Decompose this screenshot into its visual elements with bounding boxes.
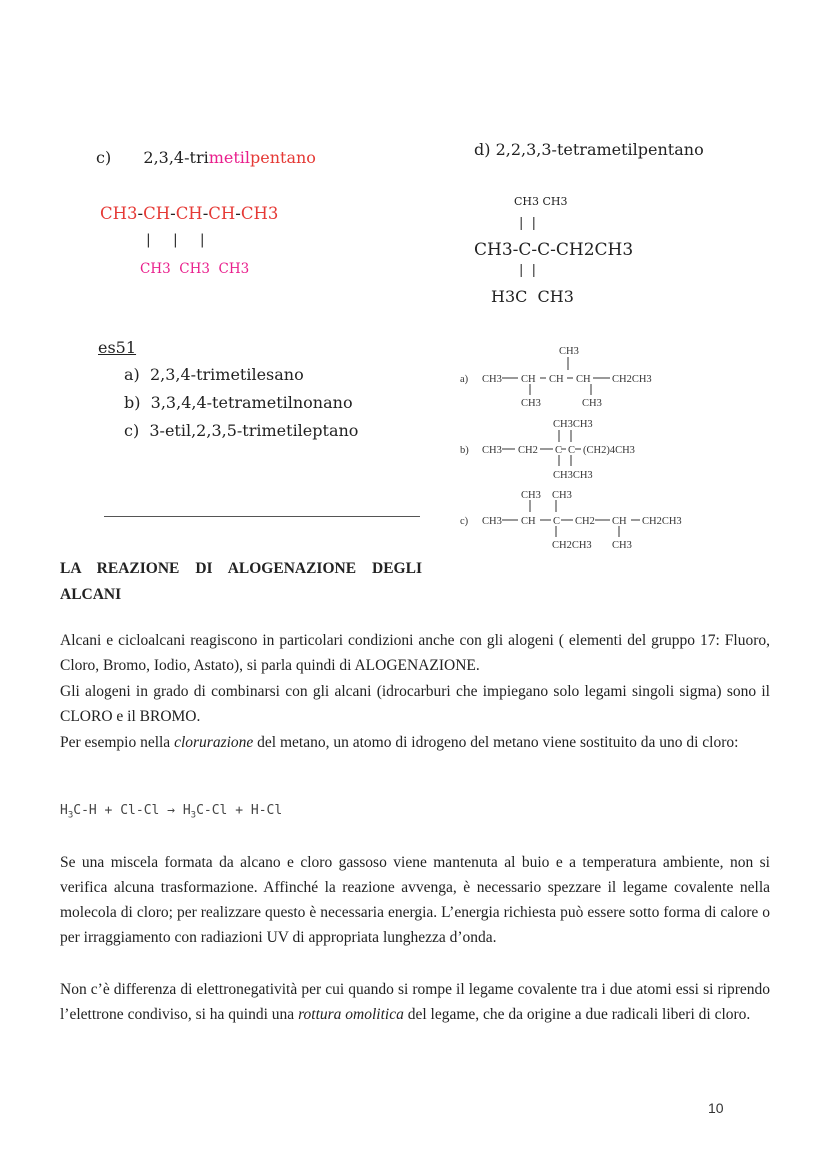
formula-sep-1: - [137,204,144,223]
section-d-main-chain: CH3-C-C-CH2CH3 [474,240,634,260]
struct-c-bottom-1: CH3 [612,540,632,551]
struct-b-label: b) [460,445,469,456]
struct-c-chain-4: CH [612,516,627,527]
es51-title: es51 [98,338,137,357]
paragraph-5-start: Non c’è differenza di elettronegatività per cui quando si rompe il legame covalente tra i due atomi essi si riprendo l’elettrone condiviso, si ha quindi una [60,981,770,1023]
struct-a-bottom-1: CH3 [582,398,602,409]
es51-item-b-text: 3,3,4,4-tetrametilnonano [150,393,353,412]
equation-h-1: H [60,803,68,818]
section-d-bottom-subs: H3C CH3 [491,287,574,306]
struct-c-chain-1: CH [521,516,536,527]
formula-sep-3: - [202,204,209,223]
section-c-heading [96,148,316,167]
paragraph-5 [60,977,770,1027]
page-number: 10 [708,1100,724,1116]
equation-sub-1: 3 [67,810,74,821]
formula-ch3-left: CH3 [100,204,138,223]
reaction-equation [60,803,282,821]
struct-c-bottom-0: CH2CH3 [552,540,592,551]
section-heading-line-1: LA REAZIONE DI ALOGENAZIONE DEGLI [60,560,422,577]
formula-ch-2: CH [175,204,203,223]
formula-ch-3: CH [208,204,236,223]
paragraph-3-emphasis: clorurazione [174,734,254,751]
paragraph-3-start: Per esempio nella [60,734,175,751]
struct-c-chain-0: CH3 [482,516,502,527]
struct-a-chain-1: CH [521,374,536,385]
equation-sub-2: 3 [190,810,197,821]
formula-ch-1: CH [143,204,171,223]
paragraph-5-emphasis: rottura omolitica [298,1006,404,1023]
struct-b-chain-0: CH3 [482,445,502,456]
section-c-substituents: CH3 CH3 CH3 [140,261,250,277]
structural-formulas [460,340,720,560]
formula-sep-4: - [235,204,241,223]
es51-item-a-text: 2,3,4-trimetilesano [149,365,304,384]
struct-a-bottom-0: CH3 [521,398,541,409]
struct-a-chain-4: CH2CH3 [612,374,652,385]
es51-item-b [124,393,353,412]
paragraph-4: Se una miscela formata da alcano e cloro gassoso viene mantenuta al buio e a temperatura ambiente, non si verifica alcuna trasformazione. Affinché la reazione avvenga, è necessario spezzare il legame covalente nella molecola di cloro; per realizzare questo è necessaria energia. L’energia richiesta può essere sotto forma di calore o per irraggiamento con radiazioni UV di appropriata lunghezza d’onda. [60,854,770,946]
section-d-label: d) [474,140,491,159]
struct-a-label: a) [460,374,469,385]
section-c-bond-bars: | | | [146,232,205,248]
paragraph-3-end: del metano, un atomo di idrogeno del metano viene sostituito da uno di cloro: [253,734,739,751]
section-d-top-subs: CH3 CH3 [514,195,568,208]
struct-b-chain-4: (CH2)4CH3 [583,445,635,456]
equation-part-1: C-H + Cl-Cl → H [73,803,191,818]
paragraph-5-end: del legame, che da origine a due radicali liberi di cloro. [403,1006,751,1023]
struct-b-chain-1: CH2 [518,445,538,456]
es51-item-a [124,365,304,384]
section-d-heading [474,140,704,159]
section-c-label: c) [96,148,112,167]
section-heading-line-2: ALCANI [60,586,122,603]
equation-part-2: C-Cl + H-Cl [196,803,283,818]
struct-a-chain-2: CH [549,374,564,385]
struct-b-chain-2: C [555,445,563,456]
struct-c-chain-5: CH2CH3 [642,516,682,527]
struct-c-chain-3: CH2 [575,516,595,527]
struct-b-top: CH3CH3 [553,419,593,430]
struct-b-chain-3: C [568,445,576,456]
es51-item-a-label: a) [124,365,140,384]
struct-a-top: CH3 [559,346,579,357]
struct-c-top-0: CH3 [521,490,541,501]
section-heading [60,556,422,608]
es51-item-b-label: b) [124,393,141,412]
struct-b-bottom: CH3CH3 [553,470,593,481]
formula-ch3-right: CH3 [240,204,279,223]
struct-c-label: c) [460,516,469,527]
es51-item-c-text: 3-etil,2,3,5-trimetileptano [149,421,359,440]
es51-item-c-label: c) [124,421,140,440]
horizontal-rule [104,516,420,517]
section-c-name-prefix: 2,3,4-tri [143,148,209,167]
struct-a-chain-0: CH3 [482,374,502,385]
paragraph-3 [60,730,770,755]
section-c-name-metil: metil [208,148,251,167]
struct-a-chain-3: CH [576,374,591,385]
section-c-name-pentano: pentano [250,148,316,167]
section-d-top-bars: | | [519,216,537,231]
paragraph-1: Alcani e cicloalcani reagiscono in particolari condizioni anche con gli alogeni ( elementi del gruppo 17: Fluoro, Cloro, Bromo, Iodio, Astato), si parla quindi di ALOGENAZIONE. [60,632,770,674]
section-d-name: 2,2,3,3-tetrametilpentano [495,140,704,159]
struct-c-chain-2: C [553,516,561,527]
formula-sep-2: - [170,204,176,223]
struct-c-top-1: CH3 [552,490,572,501]
es51-item-c [124,421,358,440]
section-d-bottom-bars: | | [519,263,537,278]
paragraph-2: Gli alogeni in grado di combinarsi con gli alcani (idrocarburi che impiegano solo legami singoli sigma) sono il CLORO e il BROMO. [60,683,770,725]
section-c-formula [100,204,278,223]
